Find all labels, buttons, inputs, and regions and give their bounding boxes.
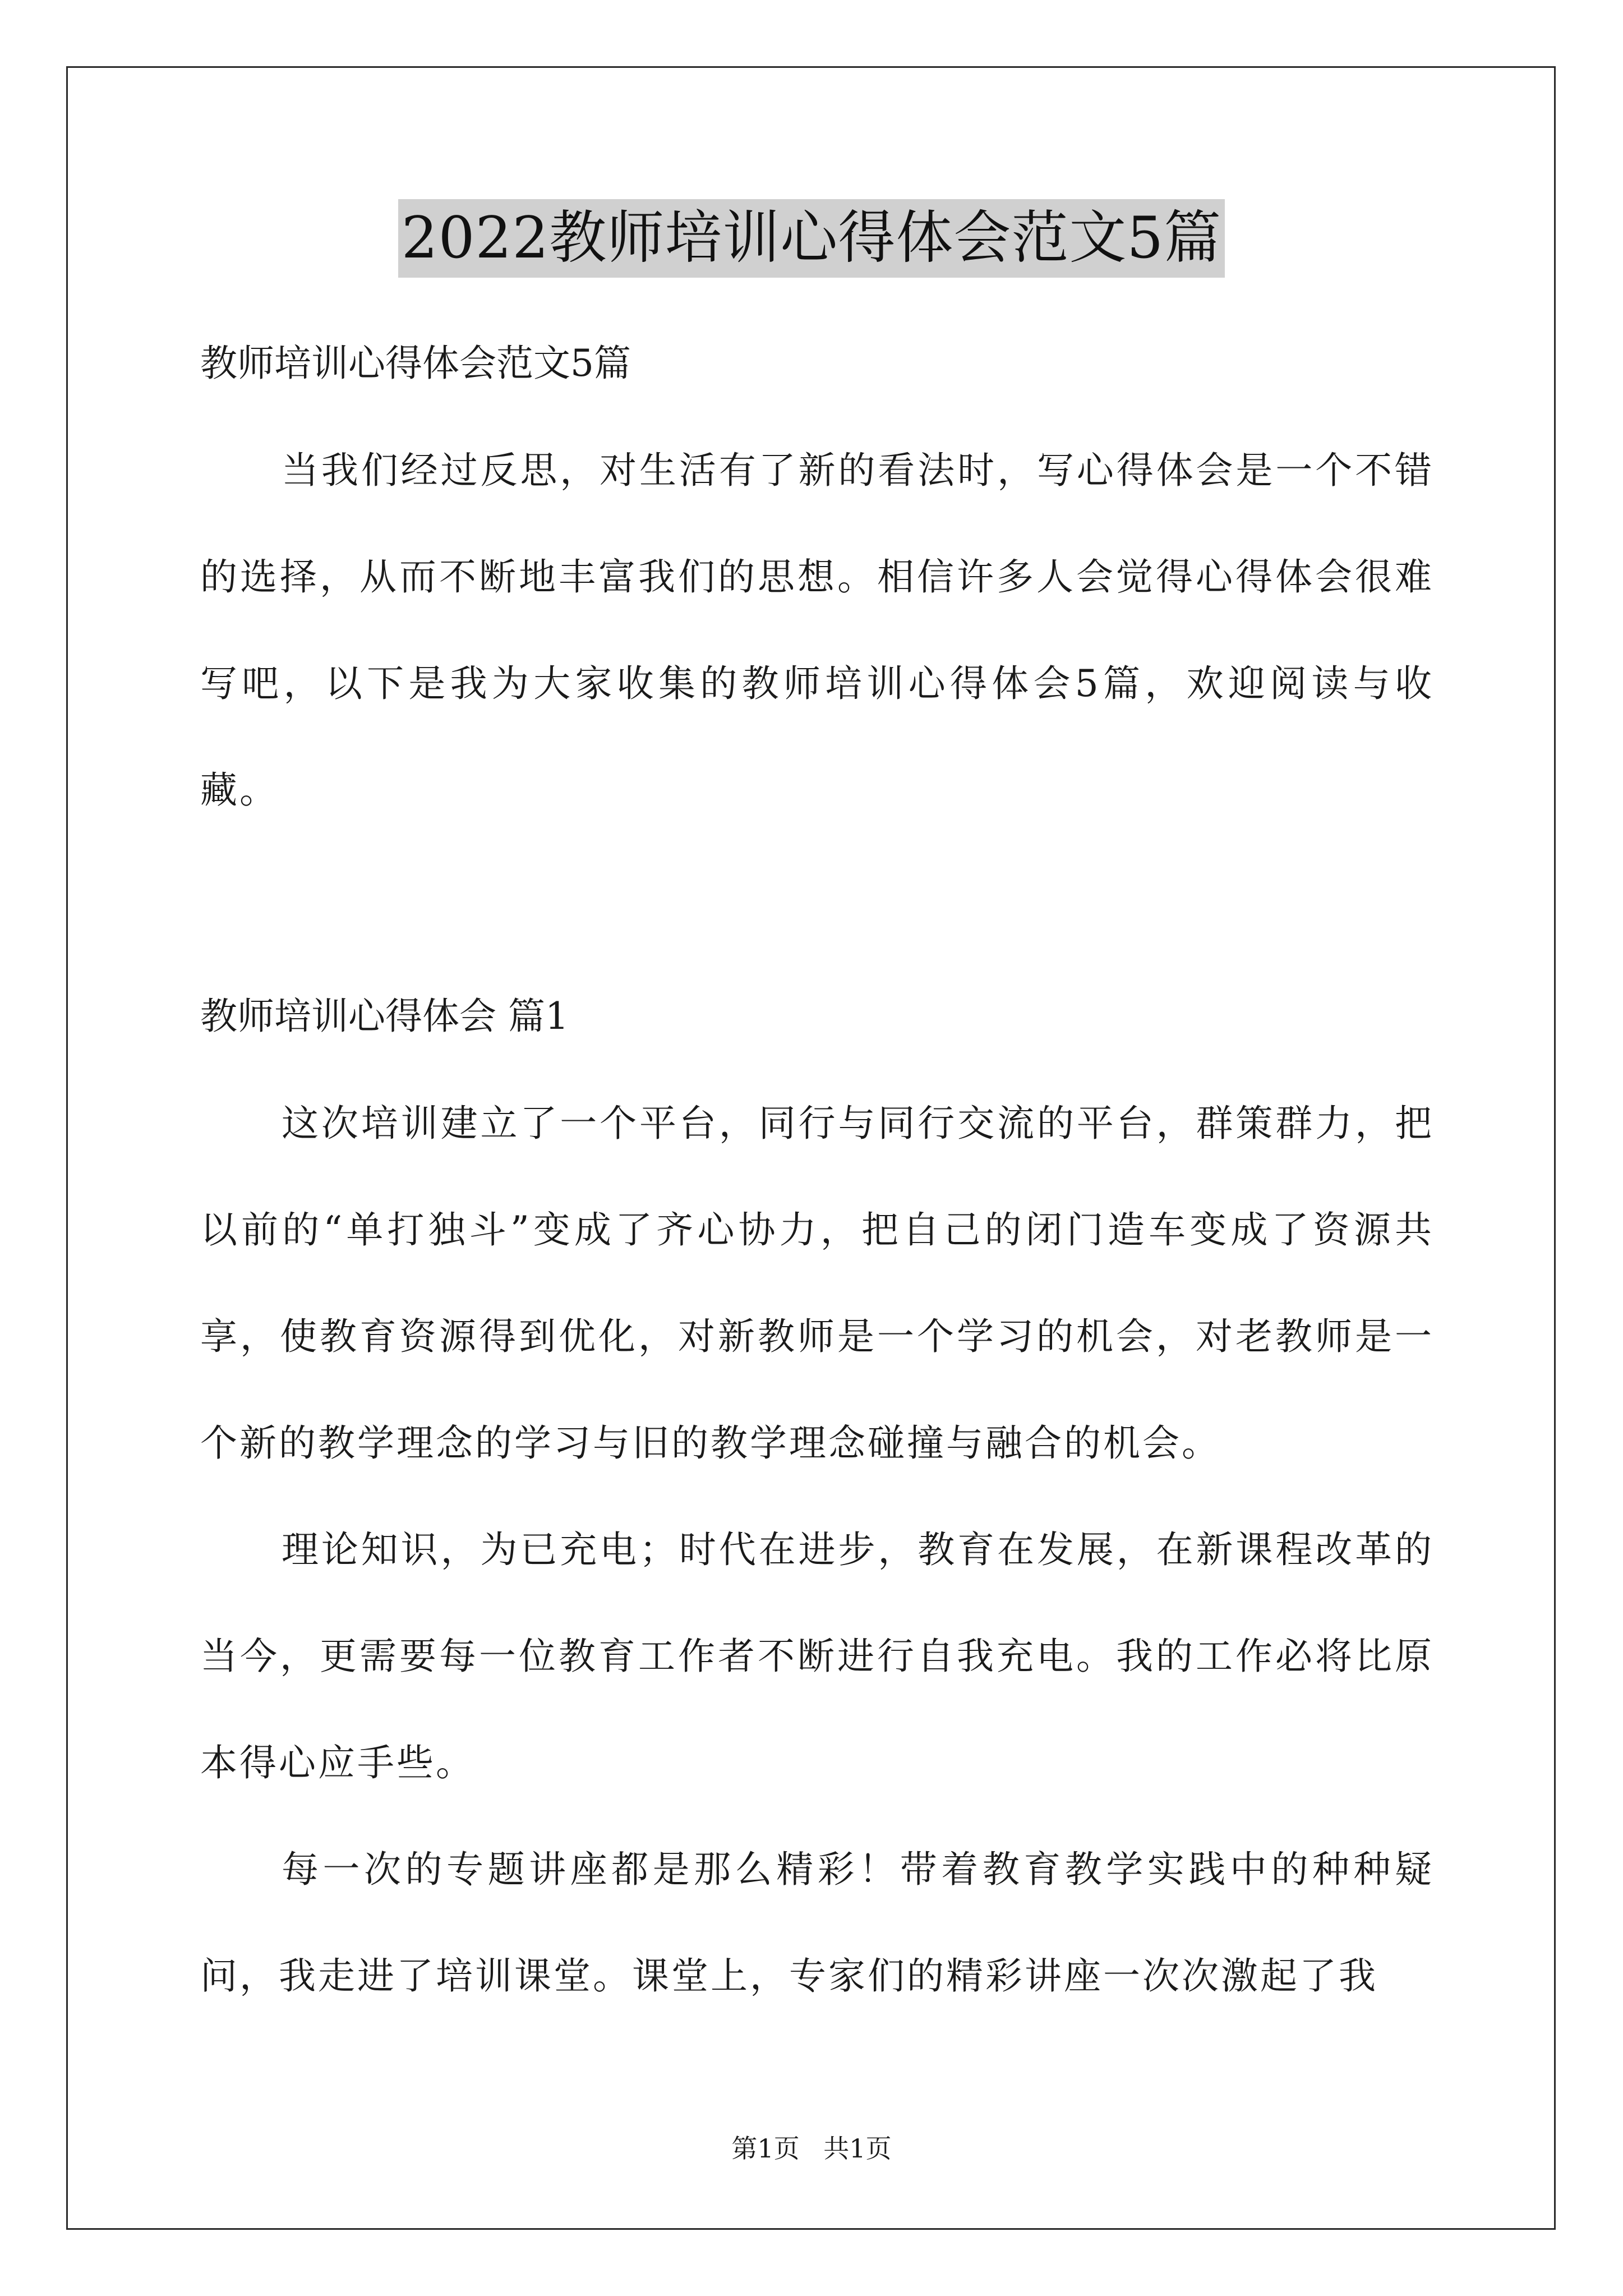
document-subtitle: 教师培训心得体会范文5篇 bbox=[200, 342, 631, 385]
document-body bbox=[200, 297, 1434, 2030]
section-heading: 教师培训心得体会 篇1 bbox=[200, 995, 569, 1038]
page-footer: 第1页 共1页 bbox=[731, 2133, 892, 2164]
intro-paragraph: 当我们经过反思，对生活有了新的看法时，写心得体会是一个不错的选择，从而不断地丰富我们的思想。相信许多人会觉得心得体会很难写吧，以下是我为大家收集的教师培训心得体会5篇，欢迎阅读与收藏。 bbox=[200, 449, 1434, 812]
body-paragraph: 每一次的专题讲座都是那么精彩！带着教育教学实践中的种种疑问，我走进了培训课堂。课堂上，专家们的精彩讲座一次次激起了我 bbox=[200, 1848, 1434, 1998]
document-title: 2022教师培训心得体会范文5篇 bbox=[398, 199, 1225, 278]
title-container bbox=[0, 199, 1623, 278]
body-paragraph: 这次培训建立了一个平台，同行与同行交流的平台，群策群力，把以前的“单打独斗”变成了齐心协力，把自己的闭门造车变成了资源共享，使教育资源得到优化，对新教师是一个学习的机会，对老教师是一个新的教学理念的学习与旧的教学理念碰撞与融合的机会。 bbox=[200, 1102, 1434, 1465]
body-paragraph: 理论知识，为已充电；时代在进步，教育在发展，在新课程改革的当今，更需要每一位教育工作者不断进行自我充电。我的工作必将比原本得心应手些。 bbox=[200, 1528, 1434, 1784]
